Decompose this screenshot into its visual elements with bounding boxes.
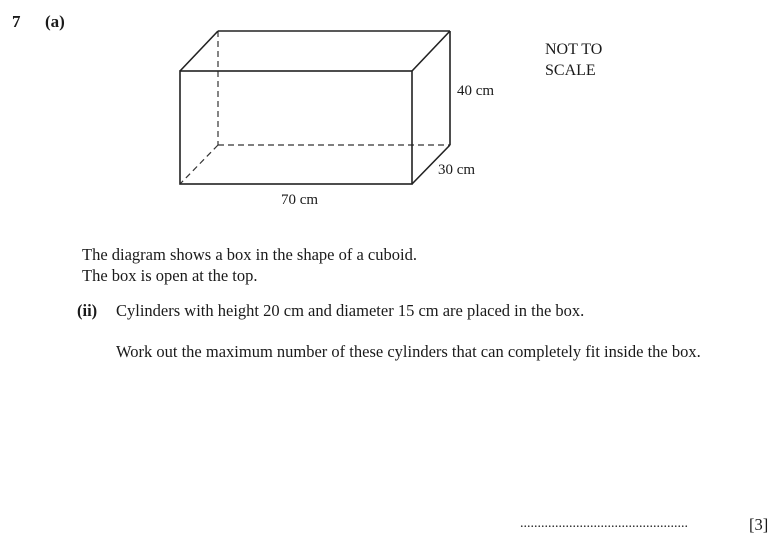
hidden-edge-bottom-left-depth: [180, 145, 218, 184]
height-label: 40 cm: [457, 83, 495, 99]
intro-text-line-2: The box is open at the top.: [82, 266, 258, 285]
note-line-1: NOT TO: [545, 41, 603, 58]
note-line-2: SCALE: [545, 62, 596, 79]
subpart-label: (ii): [77, 301, 98, 320]
depth-label: 30 cm: [438, 162, 476, 178]
not-to-scale-note: [545, 39, 665, 81]
subpart-text-line-1: Cylinders with height 20 cm and diameter 15 cm are placed in the box.: [116, 301, 585, 320]
front-face: [180, 71, 412, 184]
width-label: 70 cm: [281, 192, 319, 208]
marks-indicator: [3]: [749, 515, 769, 534]
edge-top-right-depth: [412, 31, 450, 71]
edge-top-left-depth: [180, 31, 218, 71]
cuboid-diagram: [0, 0, 781, 230]
question-part-label: (a): [45, 12, 65, 31]
subpart-instruction: Work out the maximum number of these cylinders that can completely fit inside the box.: [116, 342, 701, 361]
answer-line[interactable]: ................................................: [520, 516, 688, 531]
intro-text-line-1: The diagram shows a box in the shape of a cuboid.: [82, 245, 417, 264]
question-number: 7: [12, 12, 21, 31]
